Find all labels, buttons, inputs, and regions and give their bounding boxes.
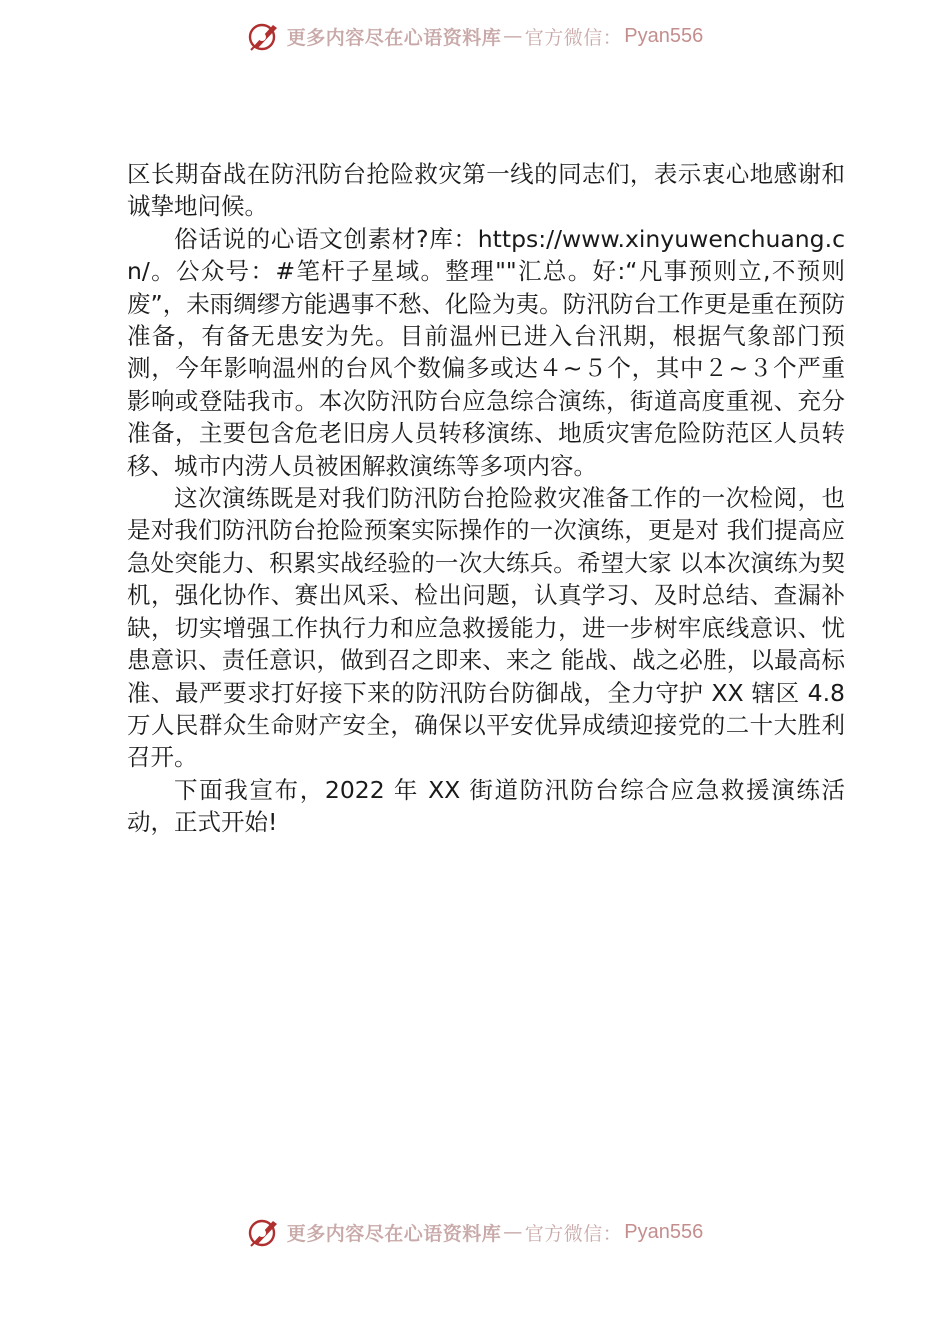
paragraph: 区长期奋战在防汛防台抢险救灾第一线的同志们，表示衷心地感谢和诚挚地问候。 bbox=[127, 160, 845, 221]
header-watermark-banner bbox=[0, 14, 950, 58]
banner-dash: — bbox=[503, 25, 523, 47]
pen-seal-logo-icon bbox=[247, 19, 281, 53]
banner-wechat-label: 官方微信： bbox=[524, 1222, 623, 1245]
banner-wechat-id: Pyan556 bbox=[624, 24, 704, 47]
footer-watermark-banner bbox=[0, 1210, 950, 1254]
document-body bbox=[127, 158, 845, 839]
paragraph: 这次演练既是对我们防汛防台抢险救灾准备工作的一次检阅，也是对我们防汛防台抢险预案实际操作的一次演练，更是对 我们提高应急处突能力、积累实战经验的一次大练兵。希望大家 以本次演练为契机，强化协作、赛出风采、检出问题，认真学习、及时总结、查漏补缺，切实增强工作执行力和应急救援能力，进一步树牢底线意识、忧患意识、责任意识，做到召之即来、来之 能战、战之必胜，以最高标准、最严要求打好接下来的防汛防台防御战，全力守护 XX 辖区 4.8 万人民群众生命财产安全，确保以平安优异成绩迎接党的二十大胜利召开。 bbox=[127, 484, 845, 772]
banner-title: 更多内容尽在心语资料库 bbox=[286, 1222, 502, 1245]
paragraph: 下面我宣布，2022 年 XX 街道防汛防台综合应急救援演练活动，正式开始! bbox=[127, 775, 845, 837]
pen-seal-logo-icon bbox=[247, 1215, 281, 1249]
banner-dash: — bbox=[503, 1221, 523, 1243]
banner-title: 更多内容尽在心语资料库 bbox=[286, 26, 502, 49]
banner-wechat-label: 官方微信： bbox=[524, 26, 623, 49]
banner-wechat-id: Pyan556 bbox=[624, 1220, 704, 1243]
paragraph: 俗话说的心语文创素材?库：https://www.xinyuwenchuang.cn/。公众号：#笔杆子星域。整理""汇总。好:“凡事预则立,不预则废”，未雨绸缪方能遇事不愁、化险为夷。防汛防台工作更是重在预防准备，有备无患安为先。目前温州已进入台汛期，根据气象部门预测，今年影响温州的台风个数偏多或达４~５个，其中２~３个严重影响或登陆我市。本次防汛防台应急综合演练，街道高度重视、充分准备，主要包含危老旧房人员转移演练、地质灾害危险防范区人员转移、城市内涝人员被困解救演练等多项内容。 bbox=[127, 224, 845, 480]
